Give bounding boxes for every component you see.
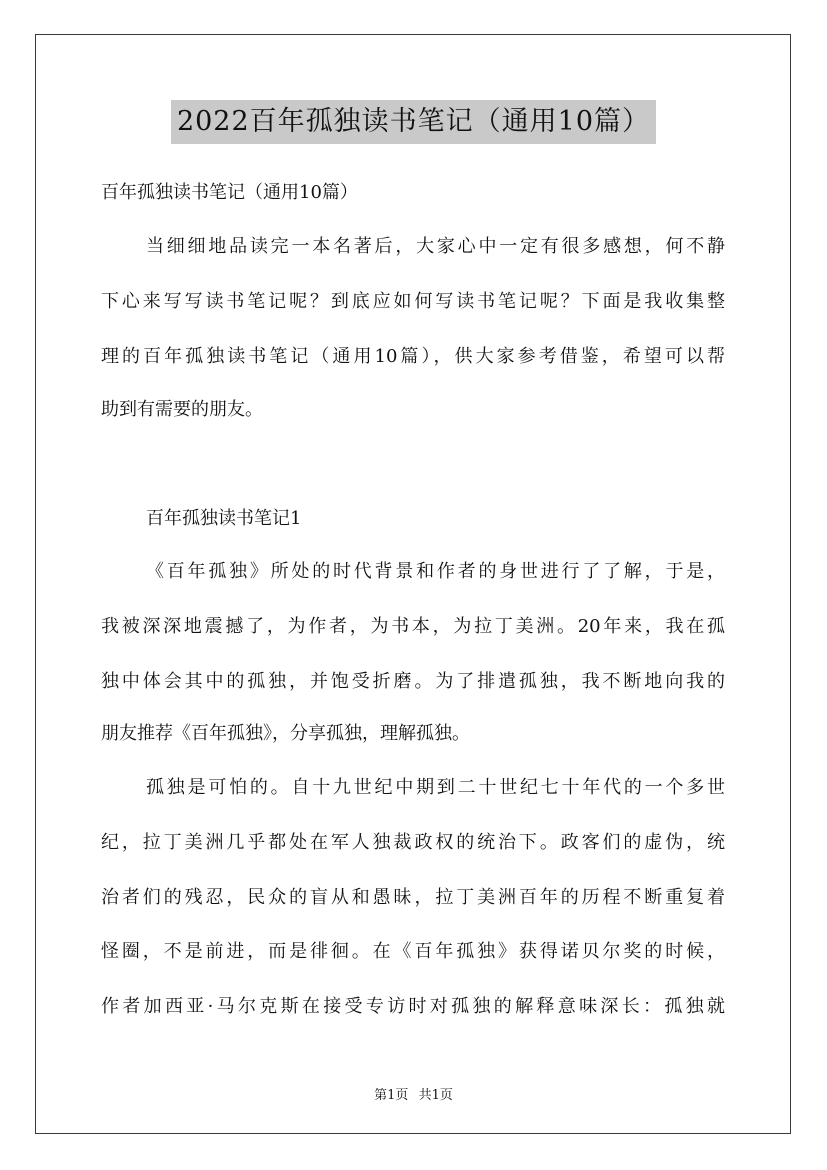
para1-line-3: 独中体会其中的孤独，并饱受折磨。为了排遣孤独，我不断地向我的	[101, 671, 725, 692]
document-subtitle: 百年孤独读书笔记（通用10篇）	[101, 182, 358, 203]
para2-line-2: 纪，拉丁美洲几乎都处在军人独裁政权的统治下。政客们的虚伪，统	[101, 832, 725, 853]
title-container	[0, 100, 827, 144]
para2-line-3: 治者们的残忍，民众的盲从和愚昧，拉丁美洲百年的历程不断重复着	[101, 887, 725, 908]
para1-line-4: 朋友推荐《百年孤独》，分享孤独，理解孤独。	[101, 723, 470, 744]
para2-line-1: 孤独是可怕的。自十九世纪中期到二十世纪七十年代的一个多世	[146, 777, 725, 798]
page-number: 第1页	[374, 1088, 409, 1103]
para2-line-4: 怪圈，不是前进，而是徘徊。在《百年孤独》获得诺贝尔奖的时候，	[101, 941, 725, 962]
intro-line-2: 下心来写写读书笔记呢？到底应如何写读书笔记呢？下面是我收集整	[101, 291, 725, 312]
document-title: 2022百年孤独读书笔记（通用10篇）	[171, 100, 656, 144]
section-heading: 百年孤独读书笔记1	[146, 508, 302, 529]
intro-line-1: 当细细地品读完一本名著后，大家心中一定有很多感想，何不静	[146, 236, 725, 257]
para2-line-5: 作者加西亚·马尔克斯在接受专访时对孤独的解释意味深长：孤独就	[101, 996, 725, 1017]
intro-line-4: 助到有需要的朋友。	[101, 399, 263, 420]
page-footer	[0, 1084, 827, 1103]
para1-line-1: 《百年孤独》所处的时代背景和作者的身世进行了了解，于是，	[146, 561, 725, 582]
page-total: 共1页	[418, 1088, 453, 1103]
intro-line-3: 理的百年孤独读书笔记（通用10篇），供大家参考借鉴，希望可以帮	[101, 346, 725, 367]
para1-line-2: 我被深深地震撼了，为作者，为书本，为拉丁美洲。20年来，我在孤	[101, 616, 725, 637]
